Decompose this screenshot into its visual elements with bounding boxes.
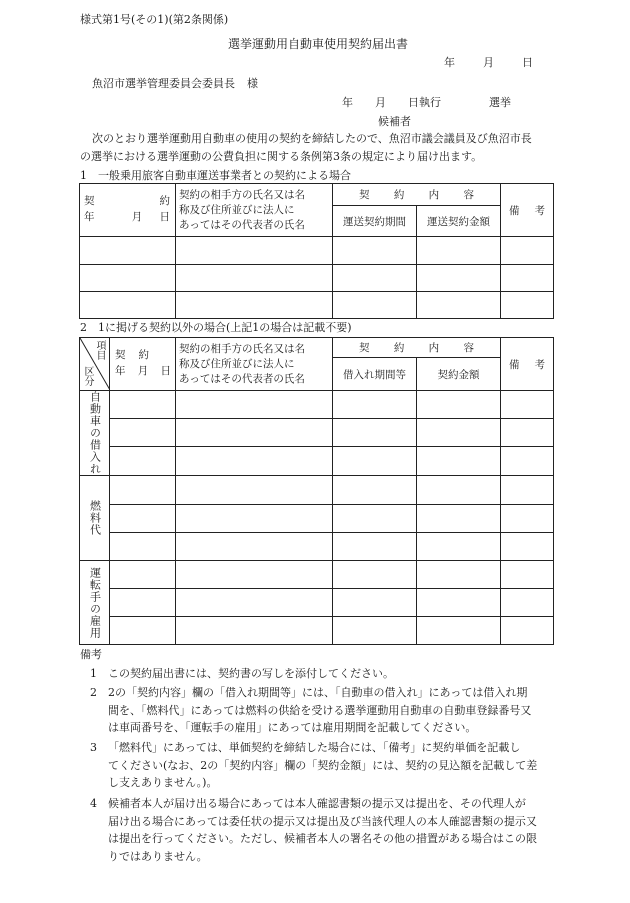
submission-date: [444, 57, 533, 68]
s1-table-row: [80, 237, 554, 265]
s2-header-remarks: [501, 338, 554, 391]
note-3-line-1: 「燃料代」にあっては、単価契約を締結した場合には、「備考」に契約単価を記載し: [108, 741, 521, 754]
note-3-number: 3: [90, 741, 97, 754]
notes-heading: 備考: [80, 648, 102, 661]
s1-party-line-1: 契約の相手方の氏名又は名: [179, 188, 305, 201]
s2-cell-period[interactable]: [333, 391, 417, 419]
s2-contract-char-1: 契: [115, 349, 126, 361]
s2-year-label: 年: [115, 365, 126, 377]
s2-cell-party[interactable]: [176, 505, 333, 533]
s1-cell-period[interactable]: [333, 237, 417, 265]
s2-cell-party[interactable]: [176, 391, 333, 419]
s2-cell-amount[interactable]: [417, 617, 501, 645]
s2-table-row: [80, 476, 554, 505]
s2-cell-amount[interactable]: [417, 476, 501, 505]
note-2-line-2: 間を、「燃料代」にあっては燃料の供給を受ける選挙運動用自動車の自動車登録番号又: [108, 703, 532, 717]
s2-cell-party[interactable]: [176, 533, 333, 561]
s1-cell-date[interactable]: [80, 237, 176, 265]
note-4-number: 4: [90, 797, 97, 810]
s2-remarks-char-2: 考: [534, 358, 545, 371]
s2-cell-party[interactable]: [176, 419, 333, 447]
s2-cell-party[interactable]: [176, 617, 333, 645]
s2-group-fuel: [80, 476, 110, 561]
s2-table-row: [80, 561, 554, 589]
election-year-label: 年: [342, 96, 353, 109]
s1-cell-remarks[interactable]: [501, 265, 554, 292]
s1-cell-amount[interactable]: [417, 265, 501, 292]
s2-cell-remarks[interactable]: [501, 391, 554, 419]
intro-line-2: の選挙における選挙運動の公費負担に関する条例第3条の規定により届け出ます。: [80, 150, 483, 163]
s2-cell-period[interactable]: [333, 533, 417, 561]
s1-cell-remarks[interactable]: [501, 292, 554, 319]
s2-header-amount: 契約金額: [417, 358, 501, 391]
s1-contract-char-1: 契: [84, 195, 95, 207]
s1-party-line-2: 称及び住所並びに法人に: [179, 203, 295, 216]
note-4-line-1: 候補者本人が届け出る場合にあっては本人確認書類の提示又は提出を、その代理人が: [108, 797, 526, 810]
s2-month-label: 月: [137, 365, 149, 377]
s2-group-driver-label: 運転手の雇用: [88, 566, 102, 639]
s1-header-contract-date: [80, 184, 176, 237]
s2-details-char-1: 契: [359, 342, 370, 355]
s1-header-details: [333, 184, 501, 206]
s1-header-amount: 運送契約金額: [417, 206, 501, 237]
document-title: 選挙運動用自動車使用契約届出書: [228, 37, 409, 51]
note-2-line-3: は車両番号を、「運転手の雇用」にあっては雇用期間を記載してください。: [108, 721, 477, 734]
addressee: [92, 78, 258, 89]
s2-details-char-2: 約: [393, 342, 405, 355]
election-day-label: 日執行: [408, 96, 441, 109]
date-year-label: 年: [444, 56, 455, 69]
s2-day-label: 日: [160, 365, 171, 377]
date-month-label: 月: [483, 56, 494, 69]
intro-line-1: 次のとおり選挙運動用自動車の使用の契約を締結したので、魚沼市議会議員及び魚沼市長: [92, 132, 532, 145]
s1-details-char-3: 内: [428, 189, 440, 202]
s1-cell-date[interactable]: [80, 265, 176, 292]
s1-contract-char-2: 約: [159, 195, 170, 207]
election-type-label: 選挙: [489, 96, 511, 109]
s2-header-contract-date: [110, 338, 176, 391]
s1-cell-remarks[interactable]: [501, 237, 554, 265]
s1-month-label: 月: [131, 211, 143, 223]
s2-cell-period[interactable]: [333, 476, 417, 505]
s2-cell-remarks[interactable]: [501, 561, 554, 589]
s2-remarks-char-1: 備: [509, 358, 520, 371]
section2-table: [79, 337, 554, 645]
s1-header-remarks: [501, 184, 554, 237]
s1-cell-amount[interactable]: [417, 237, 501, 265]
s2-group-fuel-label: 燃料代: [88, 500, 102, 536]
s2-table-row: [80, 391, 554, 419]
s2-cell-date[interactable]: [110, 447, 176, 476]
s1-cell-party[interactable]: [176, 265, 333, 292]
note-item-3: [79, 739, 559, 793]
s2-table-row: [80, 533, 554, 561]
s1-header-party: [176, 184, 333, 237]
s2-cell-remarks[interactable]: [501, 476, 554, 505]
s1-details-char-1: 契: [359, 189, 370, 202]
note-3-line-3: し支えありません。)。: [108, 776, 218, 789]
s1-header-period: 運送契約期間: [333, 206, 417, 237]
s1-table-row: [80, 292, 554, 319]
s1-day-label: 日: [159, 211, 170, 223]
s2-table-row: [80, 447, 554, 476]
s2-cell-amount[interactable]: [417, 391, 501, 419]
form-number: 様式第1号(その1)(第2条関係): [80, 13, 229, 26]
s2-corner-item-label: 項目: [94, 340, 105, 360]
s2-cell-amount[interactable]: [417, 589, 501, 617]
note-2-number: 2: [90, 686, 97, 699]
s2-cell-party[interactable]: [176, 589, 333, 617]
note-1-number: 1: [90, 667, 97, 680]
s2-header-details: [333, 338, 501, 358]
election-month-label: 月: [375, 96, 386, 109]
section2-heading: 2 1に掲げる契約以外の場合(上記1の場合は記載不要): [80, 321, 352, 334]
s2-cell-date[interactable]: [110, 391, 176, 419]
s2-cell-party[interactable]: [176, 447, 333, 476]
s2-cell-remarks[interactable]: [501, 505, 554, 533]
s2-cell-date[interactable]: [110, 589, 176, 617]
s2-cell-remarks[interactable]: [501, 447, 554, 476]
s1-cell-amount[interactable]: [417, 292, 501, 319]
note-item-2: [79, 684, 559, 738]
s1-party-line-3: あってはその代表者の氏名: [179, 218, 305, 231]
s1-table-row: [80, 265, 554, 292]
section1-heading: 1 一般乗用旅客自動車運送事業者との契約による場合: [80, 169, 351, 182]
s2-party-line-3: あってはその代表者の氏名: [179, 372, 305, 385]
s2-details-char-3: 内: [428, 342, 440, 355]
s2-table-row: [80, 419, 554, 447]
s2-cell-remarks[interactable]: [501, 533, 554, 561]
s2-corner-category-label: 区分: [82, 366, 93, 386]
addressee-name: 魚沼市選挙管理委員会委員長: [92, 77, 235, 90]
s2-cell-date[interactable]: [110, 561, 176, 589]
s2-cell-period[interactable]: [333, 589, 417, 617]
note-4-line-2: 届け出る場合にあっては委任状の提示又は提出及び当該代理人の本人確認書類の提示又: [108, 814, 537, 828]
s2-cell-remarks[interactable]: [501, 419, 554, 447]
date-day-label: 日: [522, 56, 533, 69]
s2-group-vehicle-rental: [80, 391, 110, 476]
note-4-line-4: りではありません。: [108, 849, 208, 863]
s2-cell-period[interactable]: [333, 419, 417, 447]
s2-header-period: 借入れ期間等: [333, 358, 417, 391]
s2-cell-amount[interactable]: [417, 419, 501, 447]
s1-cell-party[interactable]: [176, 292, 333, 319]
s2-cell-remarks[interactable]: [501, 617, 554, 645]
s2-table-row: [80, 617, 554, 645]
s2-group-driver: [80, 561, 110, 645]
s2-cell-period[interactable]: [333, 447, 417, 476]
s2-table-row: [80, 589, 554, 617]
s2-cell-amount[interactable]: [417, 505, 501, 533]
s2-cell-date[interactable]: [110, 476, 176, 505]
s2-cell-amount[interactable]: [417, 533, 501, 561]
s2-cell-remarks[interactable]: [501, 589, 554, 617]
note-item-4: [79, 795, 559, 867]
s2-group-vehicle-rental-label: 自動車の借入れ: [88, 391, 102, 475]
election-line: [342, 97, 511, 108]
s2-cell-amount[interactable]: [417, 447, 501, 476]
s2-party-line-1: 契約の相手方の氏名又は名: [179, 342, 305, 355]
section1-table: [79, 183, 554, 319]
s2-cell-party[interactable]: [176, 561, 333, 589]
s2-cell-date[interactable]: [110, 505, 176, 533]
s1-remarks-char-2: 考: [534, 204, 545, 217]
s2-header-party: [176, 338, 333, 391]
s2-table-row: [80, 505, 554, 533]
s2-cell-period[interactable]: [333, 617, 417, 645]
s2-corner-cell: [80, 338, 110, 391]
s1-cell-period[interactable]: [333, 265, 417, 292]
s2-cell-date[interactable]: [110, 419, 176, 447]
note-2-line-1: 2の「契約内容」欄の「借入れ期間等」には、「自動車の借入れ」にあっては借入れ期: [108, 686, 528, 699]
s2-cell-date[interactable]: [110, 533, 176, 561]
s1-cell-date[interactable]: [80, 292, 176, 319]
s1-cell-party[interactable]: [176, 237, 333, 265]
s2-contract-char-2: 約: [138, 349, 149, 361]
s1-details-char-2: 約: [393, 189, 405, 202]
s2-cell-period[interactable]: [333, 561, 417, 589]
note-4-line-3: は提出を行ってください。ただし、候補者本人の署名その他の措置がある場合はこの限: [108, 832, 537, 845]
s2-cell-date[interactable]: [110, 617, 176, 645]
s1-year-label: 年: [84, 211, 95, 223]
s2-party-line-2: 称及び住所並びに法人に: [179, 357, 295, 370]
note-item-1: [79, 665, 559, 683]
s1-remarks-char-1: 備: [509, 204, 520, 217]
s2-cell-amount[interactable]: [417, 561, 501, 589]
s1-cell-period[interactable]: [333, 292, 417, 319]
candidate-label: 候補者: [378, 115, 411, 128]
note-3-line-2: てください(なお、2の「契約内容」欄の「契約金額」には、契約の見込額を記載して差: [108, 758, 538, 772]
s2-cell-period[interactable]: [333, 505, 417, 533]
s2-cell-party[interactable]: [176, 476, 333, 505]
note-1-line-1: この契約届出書には、契約書の写しを添付してください。: [108, 667, 394, 680]
addressee-honorific: 様: [247, 77, 258, 90]
s1-details-char-4: 容: [463, 189, 474, 202]
s2-details-char-4: 容: [463, 342, 474, 355]
